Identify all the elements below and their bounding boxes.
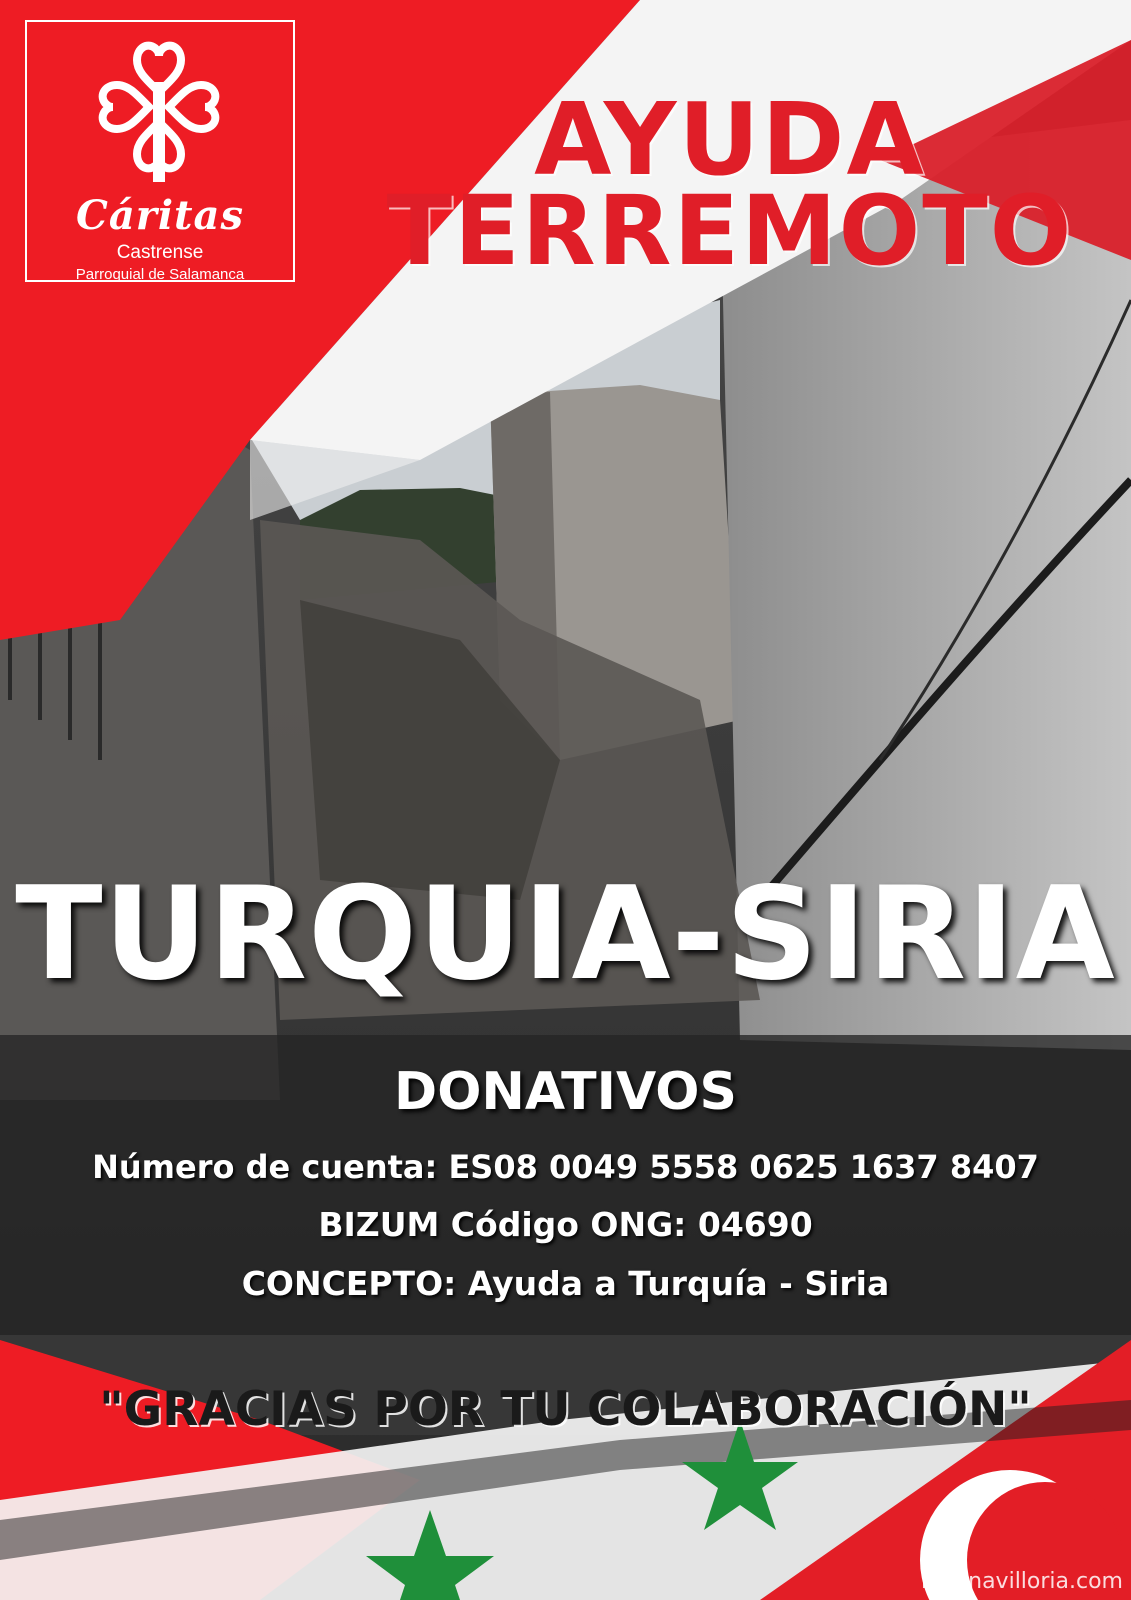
headline-line-2: TERREMOTO xyxy=(386,175,1074,287)
caritas-logo xyxy=(25,20,295,282)
country-title: TURQUIA-SIRIA xyxy=(15,860,1116,1009)
logo-name: Cáritas xyxy=(76,192,244,239)
watermark: belenavilloria.com xyxy=(920,1569,1123,1594)
donations-title: DONATIVOS xyxy=(394,1062,737,1122)
thanks-message: "GRACIAS POR TU COLABORACIÓN" xyxy=(99,1382,1032,1437)
bizum-code: BIZUM Código ONG: 04690 xyxy=(318,1205,813,1244)
headline-line-1: AYUDA xyxy=(534,81,926,198)
caritas-cross-icon xyxy=(89,32,229,192)
account-number: Número de cuenta: ES08 0049 5558 0625 1637 8407 xyxy=(92,1148,1039,1186)
donation-concept: CONCEPTO: Ayuda a Turquía - Siria xyxy=(241,1264,890,1303)
logo-subtitle: Castrense xyxy=(116,242,204,263)
logo-parish: Parroquial de Salamanca xyxy=(75,266,245,283)
